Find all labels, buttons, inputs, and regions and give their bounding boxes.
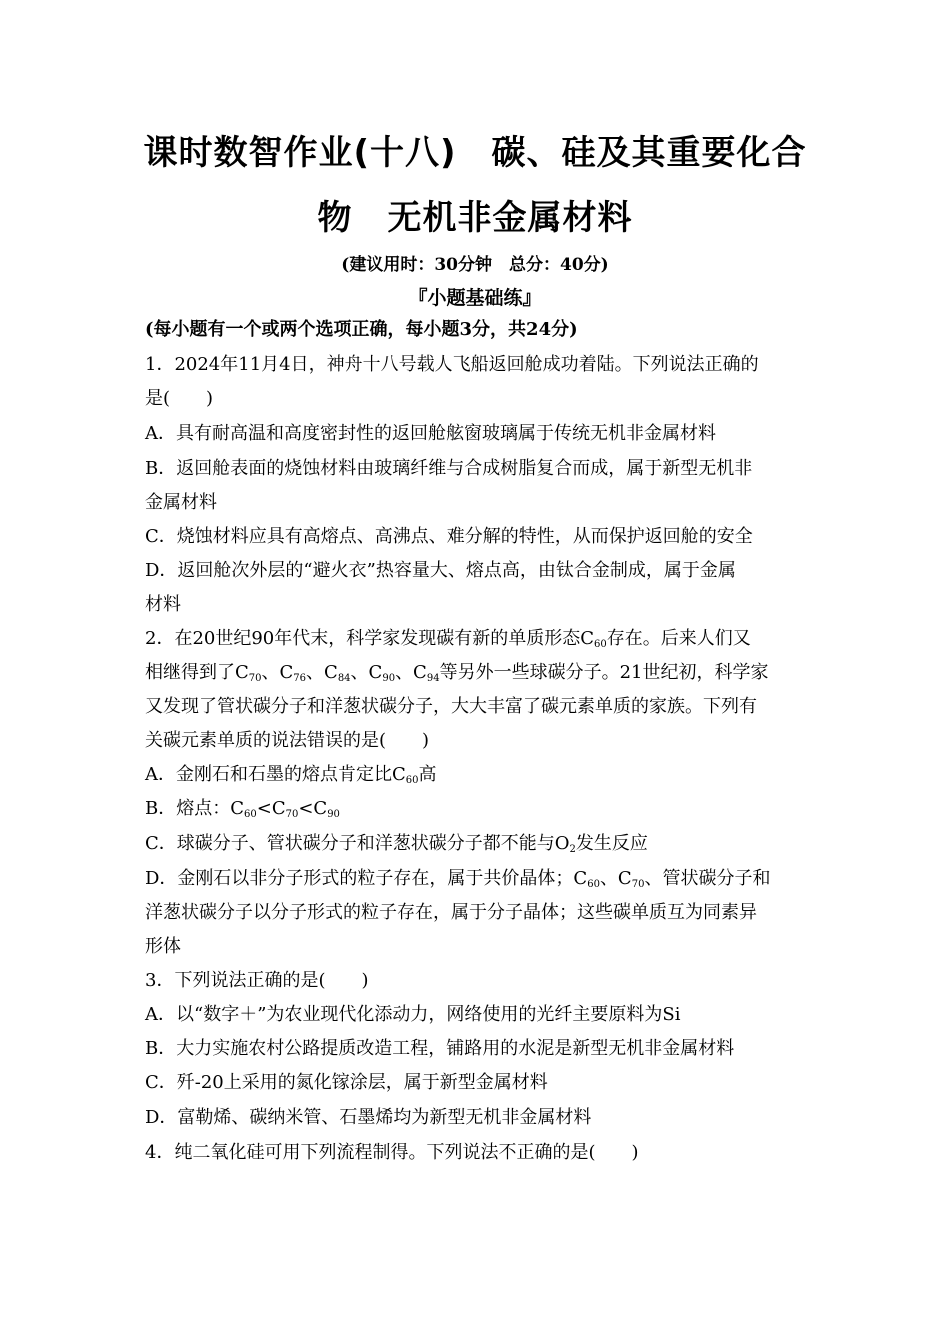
q2-option-b-text: <C <box>298 798 328 819</box>
q2-option-c-text: 发生反应 <box>575 833 648 854</box>
q2-option-d-text: D．金刚石以非分子形式的粒子存在，属于共价晶体；C <box>145 868 588 889</box>
q2-option-b-text: <C <box>256 798 286 819</box>
q2-stem-line1 <box>145 627 815 651</box>
q4-stem: 4．纯二氧化硅可用下列流程制得。下列说法不正确的是( ) <box>145 1142 639 1163</box>
q1-option-d-line1: D．返回舱次外层的“避火衣”热容量大、熔点高，由钛合金制成，属于金属 <box>145 560 736 581</box>
subscript: 94 <box>426 673 440 684</box>
q2-option-a-text: A．金刚石和石墨的熔点肯定比C <box>145 764 406 785</box>
q2-stem-text: 2．在20世纪90年代末，科学家发现碳有新的单质形态C <box>145 628 595 649</box>
time-info: (建议用时：30分钟 总分：40分) <box>341 255 609 275</box>
page-title-line2: 物 无机非金属材料 <box>317 198 633 238</box>
q2-option-d-text: 、C <box>599 868 632 889</box>
q2-stem-text: 、C <box>350 662 383 683</box>
subscript: 70 <box>631 879 645 890</box>
q1-option-a: A．具有耐高温和高度密封性的返回舱舷窗玻璃属于传统无机非金属材料 <box>145 423 716 444</box>
page-title-line1: 课时数智作业(十八) 碳、硅及其重要化合 <box>143 133 807 173</box>
q1-option-b-line2: 金属材料 <box>145 492 217 513</box>
q2-option-d-line3: 形体 <box>145 936 181 957</box>
q2-option-d-line1 <box>145 867 815 891</box>
q2-option-a-text: 高 <box>418 764 437 785</box>
subscript: 76 <box>293 673 307 684</box>
q3-option-c: C．歼-20上采用的氮化镓涂层，属于新型金属材料 <box>145 1072 548 1093</box>
instructions: (每小题有一个或两个选项正确，每小题3分，共24分) <box>145 319 578 340</box>
subscript: 70 <box>285 809 299 820</box>
q1-option-c: C．烧蚀材料应具有高熔点、高沸点、难分解的特性，从而保护返回舱的安全 <box>145 526 753 547</box>
q2-stem-text: 、C <box>395 662 427 683</box>
q3-stem: 3．下列说法正确的是( ) <box>145 970 369 991</box>
section-title: 『小题基础练』 <box>408 287 542 309</box>
subscript: 60 <box>244 809 257 820</box>
subscript: 2 <box>569 844 576 855</box>
subscript: 70 <box>248 673 262 684</box>
q2-option-b <box>145 797 815 821</box>
q2-option-d-text: 、管状碳分子和 <box>644 868 771 889</box>
q2-stem-line4: 关碳元素单质的说法错误的是( ) <box>145 730 430 751</box>
q2-stem-line3: 又发现了管状碳分子和洋葱状碳分子，大大丰富了碳元素单质的家族。下列有 <box>145 696 757 717</box>
q2-stem-text: 、C <box>306 662 338 683</box>
subscript: 84 <box>337 673 351 684</box>
q1-stem-line2: 是( ) <box>145 388 214 409</box>
q2-option-c <box>145 832 815 856</box>
subscript: 90 <box>382 673 396 684</box>
q1-stem-line1: 1．2024年11月4日，神舟十八号载人飞船返回舱成功着陆。下列说法正确的 <box>145 354 759 375</box>
subscript: 60 <box>594 639 607 650</box>
q2-option-c-text: C．球碳分子、管状碳分子和洋葱状碳分子都不能与O <box>145 833 570 854</box>
subscript: 90 <box>327 809 340 820</box>
q2-stem-text: 相继得到了C <box>145 662 249 683</box>
q2-stem-text: 、C <box>261 662 294 683</box>
q2-stem-text: 等另外一些球碳分子。21世纪初，科学家 <box>439 662 769 683</box>
q1-option-d-line2: 材料 <box>145 594 181 615</box>
q2-option-a <box>145 763 815 787</box>
q3-option-d: D．富勒烯、碳纳米管、石墨烯均为新型无机非金属材料 <box>145 1107 592 1128</box>
q3-option-a: A．以“数字＋”为农业现代化添动力，网络使用的光纤主要原料为Si <box>145 1004 681 1025</box>
q2-stem-line2 <box>145 661 815 685</box>
q3-option-b: B．大力实施农村公路提质改造工程，铺路用的水泥是新型无机非金属材料 <box>145 1038 735 1059</box>
q2-stem-text: 存在。后来人们又 <box>606 628 751 649</box>
q2-option-d-line2: 洋葱状碳分子以分子形式的粒子存在，属于分子晶体；这些碳单质互为同素异 <box>145 902 757 923</box>
subscript: 60 <box>405 775 419 786</box>
subscript: 60 <box>587 879 600 890</box>
q2-option-b-text: B．熔点：C <box>145 798 244 819</box>
q1-option-b-line1: B．返回舱表面的烧蚀材料由玻璃纤维与合成树脂复合而成，属于新型无机非 <box>145 458 753 479</box>
